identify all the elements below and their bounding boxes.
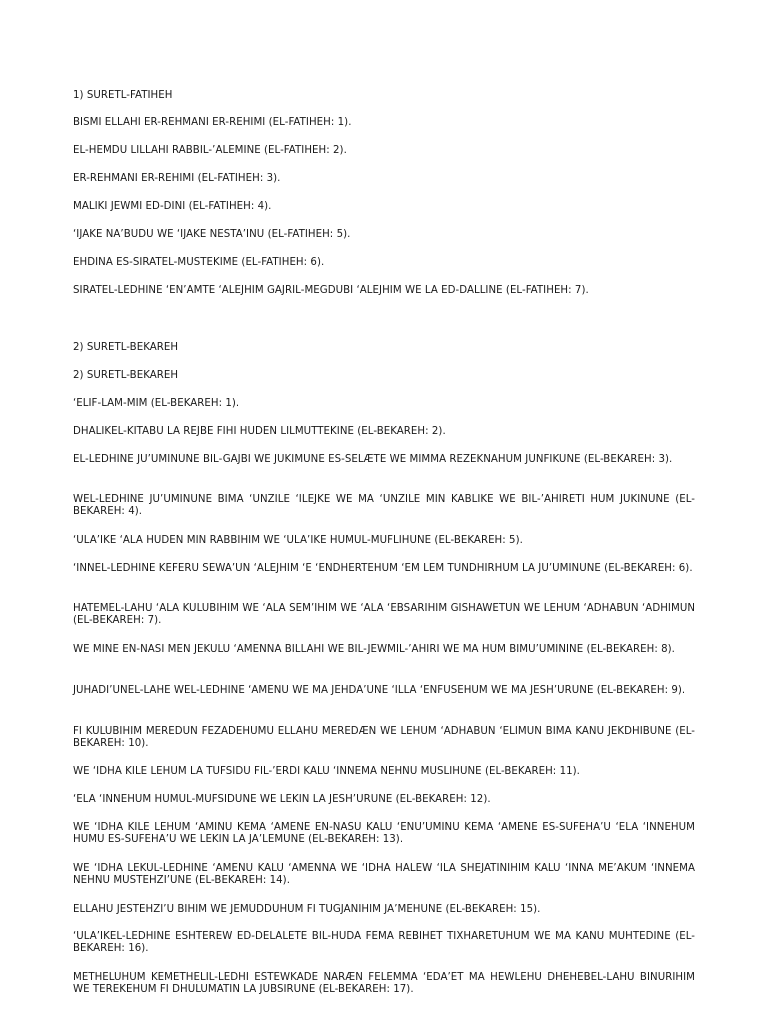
- verse-paragraph: WE MINE EN-NASI MEN JEKULU ‘AMENNA BILLAHI WE BIL-JEWMIL-’AHIRI WE MA HUM BIMU’UMININE (EL-BEKAREH: 8).: [73, 644, 675, 655]
- verse-paragraph: FI KULUBIHIM MEREDUN FEZADEHUMU ELLAHU MEREDÆN WE LEHUM ‘ADHABUN ‘ELIMUN BIMA KANU JEKDHIBUNE (EL-BEKAREH: 10).: [73, 726, 695, 749]
- verse-line: ELLAHU JESTEHZI’U BIHIM WE JEMUDDUHUM FI TUGJANIHIM JA’MEHUNE (EL-BEKAREH: 15).: [73, 904, 541, 915]
- verse-line: WE ‘IDHA KILE LEHUM LA TUFSIDU FIL-’ERDI KALU ‘INNEMA NEHNU MUSLIHUNE (EL-BEKAREH: 11).: [73, 766, 580, 777]
- verse-paragraph: METHELUHUM KEMETHELIL-LEDHI ESTEWKADE NARÆN FELEMMA ‘EDA’ET MA HEWLEHU DHEHEBEL-LAHU BINURIHIM WE TEREKEHUM FI DHULUMATIN LA JUBSIRUNE (EL-BEKAREH: 17).: [73, 972, 695, 995]
- verse-paragraph: ‘INNEL-LEDHINE KEFERU SEWA’UN ‘ALEJHIM ‘E ‘ENDHERTEHUM ‘EM LEM TUNDHIRHUM LA JU’UMINUNE (EL-BEKAREH: 6).: [73, 563, 693, 574]
- verse-paragraph: WE ‘IDHA LEKUL-LEDHINE ‘AMENU KALU ‘AMENNA WE ‘IDHA HALEW ‘ILA SHEJATINIHIM KALU ‘INNA ME’AKUM ‘INNEMA NEHNU MUSTEHZI’UNE (EL-BEKAREH: 14).: [73, 863, 695, 886]
- verse-line: ‘ULA’IKE ‘ALA HUDEN MIN RABBIHIM WE ‘ULA’IKE HUMUL-MUFLIHUNE (EL-BEKAREH: 5).: [73, 535, 523, 546]
- verse-paragraph: EL-LEDHINE JU’UMINUNE BIL-GAJBI WE JUKIMUNE ES-SELÆTE WE MIMMA REZEKNAHUM JUNFIKUNE (EL-BEKAREH: 3).: [73, 454, 673, 465]
- verse-paragraph: HATEMEL-LAHU ‘ALA KULUBIHIM WE ‘ALA SEM’IHIM WE ‘ALA ‘EBSARIHIM GISHAWETUN WE LEHUM ‘ADHABUN ‘ADHIMUN (EL-BEKAREH: 7).: [73, 603, 695, 626]
- verse-paragraph: JUHADI’UNEL-LAHE WEL-LEDHINE ‘AMENU WE MA JEHDA’UNE ‘ILLA ‘ENFUSEHUM WE MA JESH’URUNE (EL-BEKAREH: 9).: [73, 685, 686, 696]
- verse-line: ‘ELA ‘INNEHUM HUMUL-MUFSIDUNE WE LEKIN LA JESH’URUNE (EL-BEKAREH: 12).: [73, 794, 491, 805]
- section-subheading-bekareh: 2) SURETL-BEKAREH: [73, 370, 179, 381]
- verse-line: ‘IJAKE NA’BUDU WE ‘IJAKE NESTA’INU (EL-FATIHEH: 5).: [73, 229, 351, 240]
- verse-line: ER-REHMANI ER-REHIMI (EL-FATIHEH: 3).: [73, 173, 281, 184]
- verse-line: BISMI ELLAHI ER-REHMANI ER-REHIMI (EL-FATIHEH: 1).: [73, 117, 352, 128]
- verse-paragraph: WE ‘IDHA KILE LEHUM ‘AMINU KEMA ‘AMENE EN-NASU KALU ‘ENU’UMINU KEMA ‘AMENE ES-SUFEHA’U ‘ELA ‘INNEHUM HUMU ES-SUFEHA’U WE LEKIN LA JA’LEMUNE (EL-BEKAREH: 13).: [73, 822, 695, 845]
- verse-line: ‘ELIF-LAM-MIM (EL-BEKAREH: 1).: [73, 398, 240, 409]
- section-heading-fatiheh: 1) SURETL-FATIHEH: [73, 90, 173, 101]
- section-heading-bekareh: 2) SURETL-BEKAREH: [73, 342, 179, 353]
- verse-line: EHDINA ES-SIRATEL-MUSTEKIME (EL-FATIHEH: 6).: [73, 257, 325, 268]
- verse-line: SIRATEL-LEDHINE ‘EN’AMTE ‘ALEJHIM GAJRIL-MEGDUBI ‘ALEJHIM WE LA ED-DALLINE (EL-FATIHEH: 7).: [73, 285, 589, 296]
- verse-paragraph: ‘ULA’IKEL-LEDHINE ESHTEREW ED-DELALETE BIL-HUDA FEMA REBIHET TIXHARETUHUM WE MA KANU MUHTEDINE (EL-BEKAREH: 16).: [73, 931, 695, 954]
- verse-paragraph: WEL-LEDHINE JU’UMINUNE BIMA ‘UNZILE ‘ILEJKE WE MA ‘UNZILE MIN KABLIKE WE BIL-’AHIRETI HUM JUKINUNE (EL-BEKAREH: 4).: [73, 494, 695, 517]
- verse-line: MALIKI JEWMI ED-DINI (EL-FATIHEH: 4).: [73, 201, 272, 212]
- verse-line: EL-HEMDU LILLAHI RABBIL-’ALEMINE (EL-FATIHEH: 2).: [73, 145, 347, 156]
- verse-line: DHALIKEL-KITABU LA REJBE FIHI HUDEN LILMUTTEKINE (EL-BEKAREH: 2).: [73, 426, 446, 437]
